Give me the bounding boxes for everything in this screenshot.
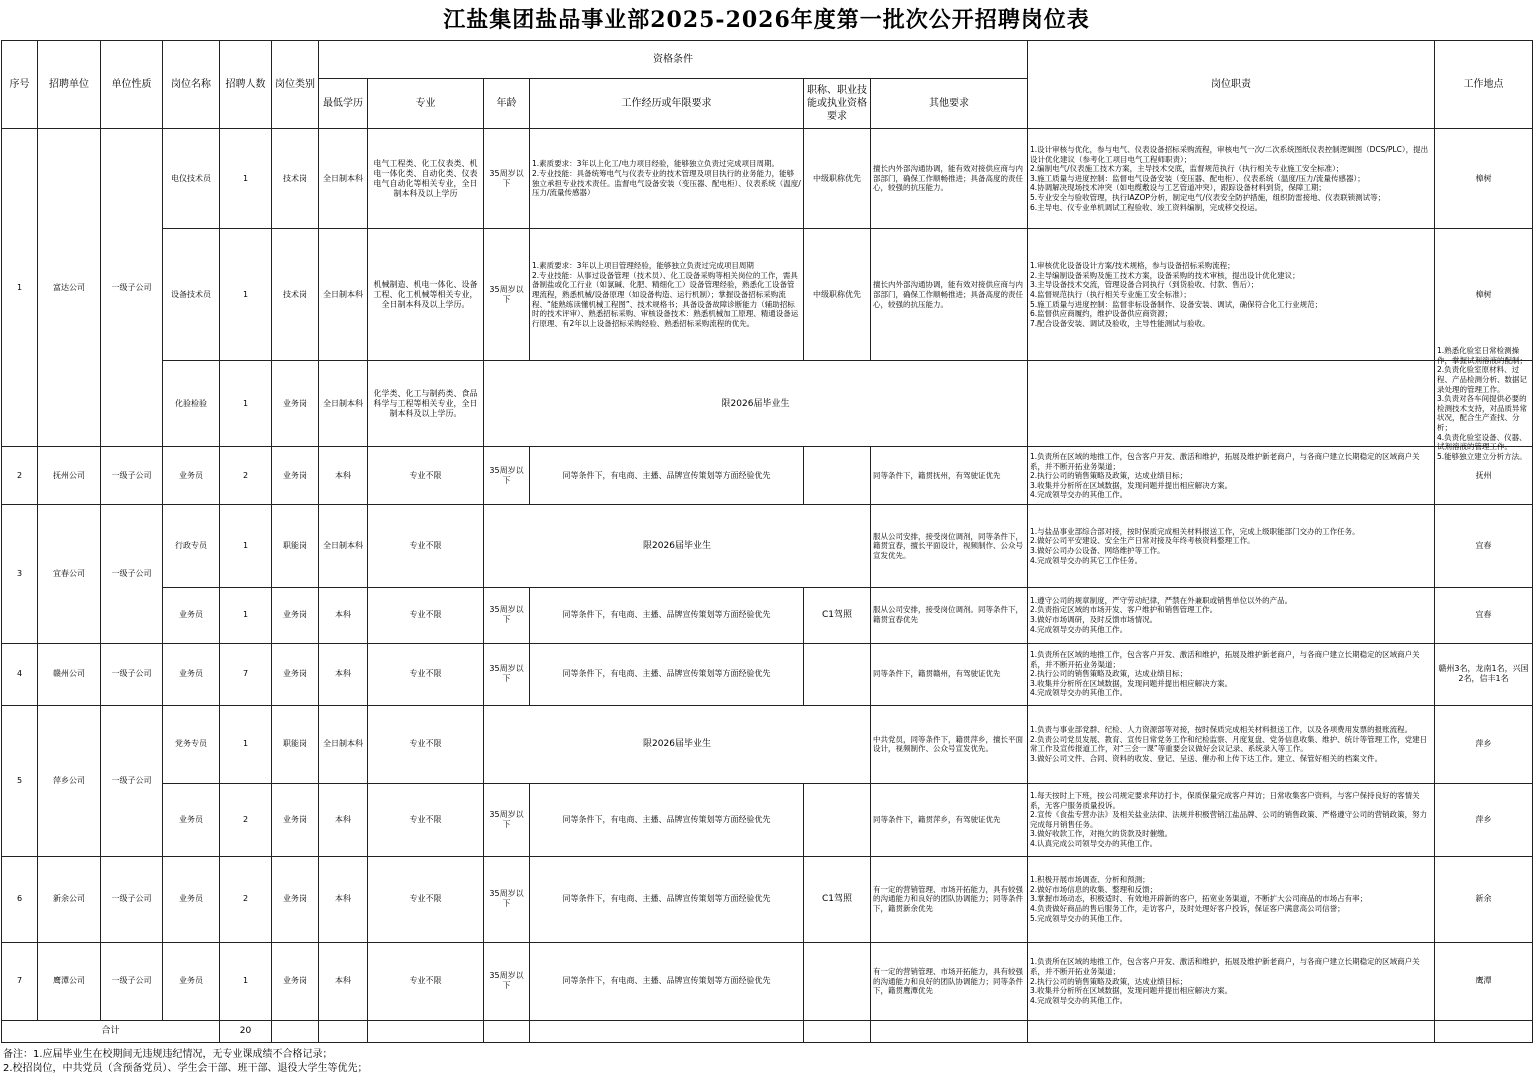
table-row — [2, 129, 1533, 229]
total-empty-cell — [272, 1020, 319, 1042]
cell-merged-requirement: 限2026届毕业生 — [484, 505, 871, 587]
header-location: 工作地点 — [1435, 41, 1533, 129]
table-row — [2, 856, 1533, 942]
header-count: 招聘人数 — [220, 41, 272, 129]
cell-count: 1 — [220, 505, 272, 587]
cell-experience: 同等条件下，有电商、主播、品牌宣传策划等方面经验优先 — [530, 783, 804, 856]
cell-count: 1 — [220, 361, 272, 447]
cell-other: 同等条件下，籍贯抚州，有驾驶证优先 — [871, 447, 1028, 505]
cell-location: 赣州3名，龙南1名，兴国2名，信丰1名 — [1435, 643, 1533, 705]
cell-post: 业务员 — [163, 447, 220, 505]
table-row — [2, 705, 1533, 783]
cell-count: 1 — [220, 129, 272, 229]
cell-unit: 抚州公司 — [38, 447, 101, 505]
cell-duties: 1.设计审核与优化，参与电气、仪表设备招标采购流程，审核电气一次/二次系统图纸仪表控制逻辑图（DCS/PLC），提出设计优化建议（参考化工项目电气工程师职责）； 2.编制电气/仪表施工技术方案，主导技术交底，监督规范执行（执行相关专业施工安全标准）； 3.施工质量与进度控制：监督电气设备安装（变压器、配电柜）、仪表系统（温度/压力/流量传感器）； 4.协调解决现场技术冲突（如电缆敷设与工艺管道冲突），跟踪设备材料到货，保障工期； 5.专业安全与验收管理，执行IAZOP分析，制定电气/仪表安全防护措施，组织防雷接地、仪表联锁测试等； 6.主导电、仪专业单机调试工程验收、竣工资料编制，完成移交投运。 — [1028, 129, 1435, 229]
table-row — [2, 229, 1533, 361]
cell-duties: 1.负责所在区域的地推工作，包含客户开发、激活和维护，拓展及维护新老商户，与各商户建立长期稳定的区域商户关系，并不断开拓业务渠道； 2.执行公司的销售策略及政策，达成业绩目标； 3.收集并分析所在区域数据，发现问题并提出相应解决方案。 4.完成领导交办的其他工作。 — [1028, 643, 1435, 705]
cell-merged-requirement: 限2026届毕业生 — [484, 361, 1028, 447]
cell-major: 专业不限 — [368, 705, 484, 783]
cell-seq: 3 — [2, 505, 38, 643]
cell-major: 专业不限 — [368, 856, 484, 942]
cell-age: 35周岁以下 — [484, 447, 530, 505]
cell-location: 樟树 — [1435, 129, 1533, 229]
cell-other: 服从公司安排，接受岗位调剂，同等条件下，籍贯宜春，擅长平面设计，视频制作、公众号宣发优先。 — [871, 505, 1028, 587]
table-row — [2, 643, 1533, 705]
cell-location: 鹰潭 — [1435, 942, 1533, 1020]
cell-title-cert: C1驾照 — [804, 856, 871, 942]
cell-category: 职能岗 — [272, 705, 319, 783]
total-empty-cell — [484, 1020, 530, 1042]
cell-post: 行政专员 — [163, 505, 220, 587]
cell-edu: 全日制本科 — [319, 705, 368, 783]
cell-experience: 同等条件下，有电商、主播、品牌宣传策划等方面经验优先 — [530, 942, 804, 1020]
cell-nature: 一级子公司 — [101, 447, 163, 505]
cell-location: 樟树 — [1435, 229, 1533, 361]
cell-seq: 5 — [2, 705, 38, 856]
header-nature: 单位性质 — [101, 41, 163, 129]
total-empty-cell — [530, 1020, 804, 1042]
cell-seq: 6 — [2, 856, 38, 942]
cell-major: 专业不限 — [368, 447, 484, 505]
cell-edu: 本科 — [319, 587, 368, 643]
cell-title-cert — [804, 447, 871, 505]
cell-age: 35周岁以下 — [484, 229, 530, 361]
header-age: 年龄 — [484, 79, 530, 129]
cell-other: 服从公司安排，接受岗位调剂。同等条件下，籍贯宜春优先 — [871, 587, 1028, 643]
cell-count: 2 — [220, 783, 272, 856]
cell-nature: 一级子公司 — [101, 505, 163, 643]
cell-title-cert: C1驾照 — [804, 587, 871, 643]
cell-seq: 2 — [2, 447, 38, 505]
cell-major: 化学类、化工与制药类、食品科学与工程等相关专业，全日制本科及以上学历。 — [368, 361, 484, 447]
total-count: 20 — [220, 1020, 272, 1042]
cell-duties: 1.熟悉化验室日常检测操作，掌握试剂溶液的配制； 2.负责化验室原材料、过程、产品检测分析、数据记录处理的管理工作。 3.负责对各车间提供必要的检测技术支持，对品质异常状况，配合生产查找、分析； 4.负责化验室设备、仪器、试剂溶液的管理工作。 5.能够独立建立分析方法。 — [1435, 361, 1533, 447]
cell-major: 专业不限 — [368, 643, 484, 705]
cell-other: 中共党员，同等条件下，籍贯萍乡，擅长平面设计，视频制作、公众号宣发优先。 — [871, 705, 1028, 783]
cell-post: 业务员 — [163, 856, 220, 942]
cell-other: 擅长内外部沟通协调，能有效对接供应商与内部部门，确保工作顺畅推进；具备高度的责任心，较强的抗压能力。 — [871, 129, 1028, 229]
cell-post: 业务员 — [163, 942, 220, 1020]
cell-major: 专业不限 — [368, 505, 484, 587]
cell-nature: 一级子公司 — [101, 856, 163, 942]
header-experience: 工作经历或年限要求 — [530, 79, 804, 129]
cell-post: 业务员 — [163, 783, 220, 856]
cell-count: 2 — [220, 447, 272, 505]
cell-age: 35周岁以下 — [484, 783, 530, 856]
header-seq: 序号 — [2, 41, 38, 129]
cell-post: 业务员 — [163, 587, 220, 643]
table-row — [2, 361, 1533, 447]
cell-other: 同等条件下，籍贯赣州，有驾驶证优先 — [871, 643, 1028, 705]
cell-title-cert: 中级职称优先 — [804, 229, 871, 361]
cell-title-cert — [804, 942, 871, 1020]
total-label: 合计 — [2, 1020, 220, 1042]
cell-duties: 1.与盐品事业部综合部对接，按时保质完成相关材料报送工作，完成上级职能部门交办的工作任务。 2.做好公司平安建设、安全生产日常对接及年终考核资料整理工作。 3.做好公司办公设备、网络维护等工作。 4.完成领导交办的其它工作任务。 — [1028, 505, 1435, 587]
total-empty-cell — [804, 1020, 871, 1042]
header-other: 其他要求 — [871, 79, 1028, 129]
cell-duties: 1.积极开展市场调查、分析和预测； 2.做好市场信息的收集、整理和反馈； 3.掌握市场动态，积极适时、有效地开辟新的客户，拓宽业务渠道，不断扩大公司商品的市场占有率； 4.负责做好商品的售后服务工作，走访客户，及时处理好客户投诉，保证客户满意高公司信誉； 5.完成领导交办的其他工作。 — [1028, 856, 1435, 942]
cell-seq: 1 — [2, 129, 38, 447]
cell-post: 设备技术员 — [163, 229, 220, 361]
cell-seq: 4 — [2, 643, 38, 705]
cell-duties: 1.负责所在区域的地推工作，包含客户开发、激活和维护，拓展及维护新老商户，与各商户建立长期稳定的区域商户关系，并不断开拓业务渠道； 2.执行公司的销售策略及政策，达成业绩目标； 3.收集并分析所在区域数据，发现问题并提出相应解决方案。 4.完成领导交办的其他工作。 — [1028, 942, 1435, 1020]
cell-category: 技术岗 — [272, 229, 319, 361]
cell-location: 新余 — [1435, 856, 1533, 942]
cell-category: 业务岗 — [272, 856, 319, 942]
cell-title-cert — [804, 643, 871, 705]
cell-experience: 同等条件下，有电商、主播、品牌宣传策划等方面经验优先 — [530, 856, 804, 942]
cell-count: 1 — [220, 705, 272, 783]
cell-count: 1 — [220, 229, 272, 361]
cell-location: 宜春 — [1435, 505, 1533, 587]
cell-other — [1028, 361, 1435, 447]
cell-experience: 同等条件下，有电商、主播、品牌宣传策划等方面经验优先 — [530, 643, 804, 705]
header-unit: 招聘单位 — [38, 41, 101, 129]
total-row — [2, 1020, 1533, 1042]
cell-unit: 萍乡公司 — [38, 705, 101, 856]
cell-count: 7 — [220, 643, 272, 705]
cell-duties: 1.审核优化设备设计方案/技术规格，参与设备招标采购流程； 2.主导编制设备采购及施工技术方案，设备采购的技术审核，提出设计优化建议； 3.主导设备技术交流，管理设备合同执行（到货验收、付款、售后）； 4.监督规范执行（执行相关专业施工安全标准）； 5.施工质量与进度控制：监督非标设备制作、设备安装、调试，确保符合化工行业规范； 6.监督供应商履约，维护设备供应商资源； 7.配合设备安装、调试及验收，主导性能测试与验收。 — [1028, 229, 1435, 361]
cell-nature: 一级子公司 — [101, 942, 163, 1020]
cell-post: 业务员 — [163, 643, 220, 705]
cell-age: 35周岁以下 — [484, 942, 530, 1020]
cell-unit: 宜春公司 — [38, 505, 101, 643]
header-category: 岗位类别 — [272, 41, 319, 129]
table-row — [2, 942, 1533, 1020]
cell-major: 机械制造、机电一体化、设备工程、化工机械等相关专业，全日制本科及以上学历。 — [368, 229, 484, 361]
cell-duties: 1.每天按时上下班，按公司规定要求拜访打卡，保质保量完成客户拜访；日常收集客户资料，与客户保持良好的客情关系，无客户服务质量投诉。 2.宣传《食盐专营办法》及相关盐业法律、法规并积极营销江盐品牌、公司的销售政策、严格遵守公司的营销政策，努力完成每月销售任务。 3.做好收款工作，对拖欠的货款及时催缴。 4.认真完成公司领导交办的其他工作。 — [1028, 783, 1435, 856]
cell-other: 有一定的营销管理、市场开拓能力，具有较强的沟通能力和良好的团队协调能力；同等条件下，籍贯新余优先 — [871, 856, 1028, 942]
cell-category: 业务岗 — [272, 447, 319, 505]
cell-edu: 本科 — [319, 942, 368, 1020]
cell-age: 35周岁以下 — [484, 856, 530, 942]
cell-major: 电气工程类、化工仪表类、机电一体化类、自动化类、仪表电气自动化等相关专业，全日制本科及以上学历 — [368, 129, 484, 229]
note-line: 2.校招岗位，中共党员（含预备党员）、学生会干部、班干部、退役大学生等优先； — [3, 1063, 368, 1074]
cell-other: 擅长内外部沟通协调，能有效对接供应商与内部部门，确保工作顺畅推进；具备高度的责任心，较强的抗压能力。 — [871, 229, 1028, 361]
header-duties: 岗位职责 — [1028, 41, 1435, 129]
cell-count: 2 — [220, 856, 272, 942]
table-row — [2, 505, 1533, 587]
cell-experience: 同等条件下，有电商、主播、品牌宣传策划等方面经验优先 — [530, 447, 804, 505]
cell-location: 抚州 — [1435, 447, 1533, 505]
cell-edu: 全日制本科 — [319, 129, 368, 229]
header-major: 专业 — [368, 79, 484, 129]
cell-count: 1 — [220, 942, 272, 1020]
cell-category: 业务岗 — [272, 783, 319, 856]
cell-category: 业务岗 — [272, 643, 319, 705]
cell-edu: 本科 — [319, 783, 368, 856]
cell-edu: 全日制本科 — [319, 505, 368, 587]
cell-nature: 一级子公司 — [101, 643, 163, 705]
cell-edu: 本科 — [319, 856, 368, 942]
header-row-1 — [2, 41, 1533, 79]
cell-unit: 赣州公司 — [38, 643, 101, 705]
cell-location: 宜春 — [1435, 587, 1533, 643]
total-empty-cell — [319, 1020, 368, 1042]
cell-post: 党务专员 — [163, 705, 220, 783]
cell-title-cert — [804, 783, 871, 856]
cell-count: 1 — [220, 587, 272, 643]
table-row — [2, 587, 1533, 643]
cell-merged-requirement: 限2026届毕业生 — [484, 705, 871, 783]
cell-experience: 1.素质要求：3年以上项目管理经验，能够独立负责过完成项目周期 2.专业技能：从事过设备管理（技术员）、化工设备采购等相关岗位的工作，需具备制盐或化工行业（如氯碱、化肥、精细化工）设备管理经验，熟悉化工设备管理流程，熟悉机械/设备原理（如设备构造、运行机制）；掌握设备招标采购流程、“能熟练读懂机械工程图”、技术规格书；具备设备故障诊断能力（辅助招标时的技术评审）、熟悉招标采购、审核设备技术：熟悉机械加工原理、精通设备运行原理、有2年以上设备招标采购经验、熟悉招标采购流程的优先。 — [530, 229, 804, 361]
total-empty-cell — [1435, 1020, 1533, 1042]
cell-category: 技术岗 — [272, 129, 319, 229]
cell-location: 萍乡 — [1435, 705, 1533, 783]
cell-unit: 富达公司 — [38, 129, 101, 447]
cell-experience: 1.素质要求：3年以上化工/电力项目经验，能够独立负责过完成项目周期。 2.专业技能：具备统筹电气与仪表专业的技术管理及项目执行的业务能力，能够独立承担专业技术责任。监督电气设备安装（变压器、配电柜）、仪表系统（温度/压力/流量传感器） — [530, 129, 804, 229]
cell-other: 有一定的营销管理、市场开拓能力，具有较强的沟通能力和良好的团队协调能力；同等条件下，籍贯鹰潭优先 — [871, 942, 1028, 1020]
cell-major: 专业不限 — [368, 783, 484, 856]
note-line: 备注：1.应届毕业生在校期间无违规违纪情况，无专业课成绩不合格记录； — [3, 1049, 333, 1060]
cell-nature: 一级子公司 — [101, 705, 163, 856]
cell-age: 35周岁以下 — [484, 587, 530, 643]
cell-edu: 全日制本科 — [319, 361, 368, 447]
cell-age: 35周岁以下 — [484, 643, 530, 705]
cell-title-cert: 中级职称优先 — [804, 129, 871, 229]
page-title: 江盐集团盐品事业部2025-2026年度第一批次公开招聘岗位表 — [443, 7, 1090, 33]
table-row — [2, 447, 1533, 505]
table-row — [2, 783, 1533, 856]
cell-unit: 鹰潭公司 — [38, 942, 101, 1020]
cell-location: 萍乡 — [1435, 783, 1533, 856]
total-empty-cell — [1028, 1020, 1435, 1042]
cell-nature: 一级子公司 — [101, 129, 163, 447]
cell-edu: 本科 — [319, 447, 368, 505]
header-post: 岗位名称 — [163, 41, 220, 129]
header-edu: 最低学历 — [319, 79, 368, 129]
total-empty-cell — [871, 1020, 1028, 1042]
cell-experience: 同等条件下，有电商、主播、品牌宣传策划等方面经验优先 — [530, 587, 804, 643]
cell-edu: 全日制本科 — [319, 229, 368, 361]
cell-major: 专业不限 — [368, 942, 484, 1020]
header-title-cert: 职称、职业技能或执业资格要求 — [804, 79, 871, 129]
cell-other: 同等条件下，籍贯萍乡，有驾驶证优先 — [871, 783, 1028, 856]
cell-category: 业务岗 — [272, 942, 319, 1020]
cell-major: 专业不限 — [368, 587, 484, 643]
cell-post: 化验检验 — [163, 361, 220, 447]
cell-category: 职能岗 — [272, 505, 319, 587]
total-empty-cell — [368, 1020, 484, 1042]
recruitment-table — [1, 40, 1533, 1043]
notes — [3, 1048, 1523, 1076]
cell-duties: 1.遵守公司的规章制度，严守劳动纪律，严禁在外兼职或销售单位以外的产品。 2.负责指定区域的市场开发、客户维护和销售管理工作。 3.做好市场调研，及时反馈市场情况。 4.完成领导交办的其他工作。 — [1028, 587, 1435, 643]
cell-category: 业务岗 — [272, 587, 319, 643]
cell-category: 业务岗 — [272, 361, 319, 447]
cell-edu: 本科 — [319, 643, 368, 705]
cell-seq: 7 — [2, 942, 38, 1020]
cell-duties: 1.负责与事业部党群、纪检、人力资源部等对接，按时保质完成相关材料报送工作，以及各项费用发票的报账流程。 2.负责公司党员发展、教育、宣传日常党务工作和纪检监察、月度复盘、党务信息收集、维护、统计等管理工作，党建日常工作及宣传报道工作，对“三会一课”等重要会议做好会议记录、系统录入等工作。 3.做好公司文件、合同、资料的收发、登记、呈送、催办和上传下达工作。建立、保管好相关的档案文件。 — [1028, 705, 1435, 783]
header-qualifications: 资格条件 — [319, 41, 1028, 79]
cell-duties: 1.负责所在区域的地推工作，包含客户开发、激活和维护，拓展及维护新老商户，与各商户建立长期稳定的区域商户关系，并不断开拓业务渠道； 2.执行公司的销售策略及政策，达成业绩目标； 3.收集并分析所在区域数据，发现问题并提出相应解决方案。 4.完成领导交办的其他工作。 — [1028, 447, 1435, 505]
cell-age: 35周岁以下 — [484, 129, 530, 229]
cell-unit: 新余公司 — [38, 856, 101, 942]
cell-post: 电仪技术员 — [163, 129, 220, 229]
